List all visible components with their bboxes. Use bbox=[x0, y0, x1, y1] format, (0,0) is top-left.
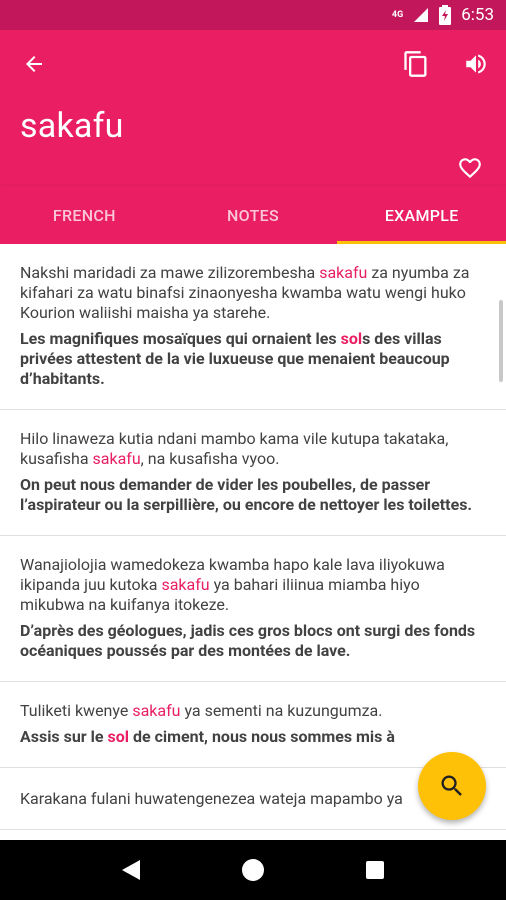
app-bar bbox=[0, 30, 506, 186]
clock: 6:53 bbox=[461, 5, 494, 25]
highlight-word: sakafu bbox=[92, 449, 141, 468]
highlight-word: sol bbox=[340, 329, 363, 348]
copy-button[interactable] bbox=[396, 44, 436, 84]
signal-icon bbox=[413, 7, 429, 23]
french-sentence: Les magnifiques mosaïques qui ornaient les sols des villas privées attestent de la vie luxueuse que menaient beaucoup d’habitants. bbox=[20, 329, 450, 388]
french-sentence: On peut nous demander de vider les poubelles, de passer l’aspirateur ou la serpillière, ou encore de nettoyer les toilettes. bbox=[20, 475, 473, 514]
network-type: 4G bbox=[391, 10, 404, 20]
example-item[interactable] bbox=[0, 244, 506, 410]
example-item[interactable] bbox=[0, 536, 506, 682]
arrow-back-icon bbox=[22, 52, 46, 76]
highlight-word: sakafu bbox=[161, 575, 210, 594]
nav-home-button[interactable] bbox=[233, 850, 273, 890]
tab-example[interactable]: EXAMPLE bbox=[337, 186, 506, 244]
back-button[interactable] bbox=[14, 44, 54, 84]
swahili-sentence: Nakshi maridadi za mawe zilizorembesha sakafu za nyumba za kifahari za watu binafsi zinaonyesha kwamba watu wengi huko Kourion waliishi maisha ya starehe. bbox=[20, 263, 470, 322]
swahili-sentence: Wanajiolojia wamedokeza kwamba hapo kale lava iliyokuwa ikipanda juu kutoka sakafu ya bahari iliinua miamba hiyo mikubwa na kuifanya itokeze. bbox=[20, 555, 445, 614]
swahili-sentence: Karakana fulani huwatengenezea wateja mapambo ya bbox=[20, 789, 403, 808]
nav-back-button[interactable] bbox=[111, 850, 151, 890]
tab-bar bbox=[0, 186, 506, 244]
status-bar bbox=[0, 0, 506, 30]
tab-french[interactable]: FRENCH bbox=[52, 205, 116, 225]
pronounce-button[interactable] bbox=[456, 44, 496, 84]
square-recents-icon bbox=[365, 860, 385, 880]
word-title: sakafu bbox=[20, 106, 124, 146]
favorite-button[interactable] bbox=[450, 148, 490, 188]
highlight-word: sakafu bbox=[132, 701, 181, 720]
tab-notes[interactable]: NOTES bbox=[227, 205, 279, 225]
highlight-word: sakafu bbox=[319, 263, 368, 282]
swahili-sentence: Tuliketi kwenye sakafu ya sementi na kuzungumza. bbox=[20, 701, 383, 720]
example-item[interactable] bbox=[0, 410, 506, 536]
volume-icon bbox=[463, 51, 489, 77]
french-sentence: D’après des géologues, jadis ces gros blocs ont surgi des fonds océaniques poussés par des montées de lave. bbox=[20, 621, 476, 660]
examples-list[interactable] bbox=[0, 244, 506, 840]
swahili-sentence: Hilo linaweza kutia ndani mambo kama vile kutupa takataka, kusafisha sakafu, na kusafisha vyoo. bbox=[20, 429, 449, 468]
example-item[interactable] bbox=[0, 682, 506, 768]
battery-icon bbox=[439, 5, 451, 25]
scrollbar[interactable] bbox=[499, 300, 503, 382]
highlight-word: sol bbox=[107, 727, 129, 746]
triangle-back-icon bbox=[120, 858, 142, 882]
circle-home-icon bbox=[241, 858, 265, 882]
nav-recents-button[interactable] bbox=[355, 850, 395, 890]
system-nav-bar bbox=[0, 840, 506, 900]
french-sentence: Assis sur le sol de ciment, nous nous sommes mis à bbox=[20, 727, 395, 746]
copy-icon bbox=[402, 50, 430, 78]
search-icon bbox=[438, 772, 466, 800]
search-button[interactable] bbox=[418, 752, 486, 820]
heart-outline-icon bbox=[457, 155, 483, 181]
